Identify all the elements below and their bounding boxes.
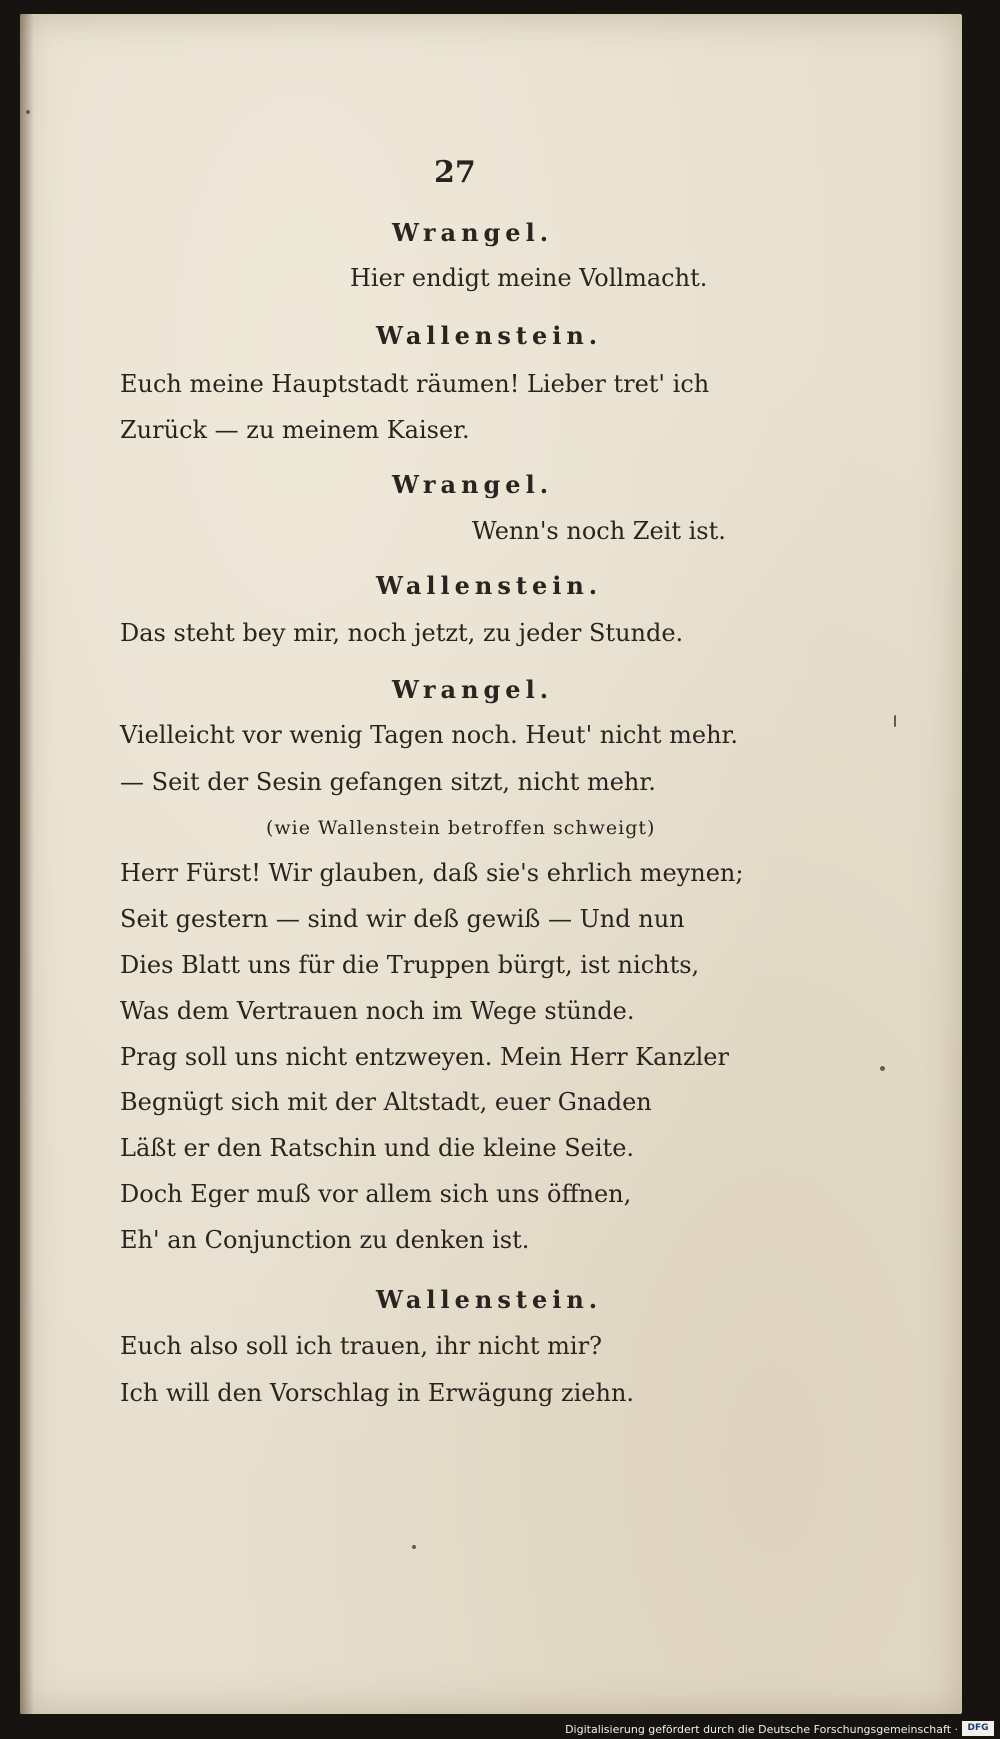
verse-line: Euch also soll ich trauen, ihr nicht mir? <box>120 1332 602 1360</box>
page-number: 27 <box>434 155 476 190</box>
verse-line: Ich will den Vorschlag in Erwägung ziehn. <box>120 1379 635 1407</box>
verse-line: Was dem Vertrauen noch im Wege stünde. <box>120 997 635 1025</box>
verse-line: Herr Fürst! Wir glauben, daß sie's ehrlich meynen; <box>120 859 744 887</box>
verse-line: Wenn's noch Zeit ist. <box>472 517 726 545</box>
footer-bar <box>0 1717 1000 1739</box>
verse-line: Prag soll uns nicht entzweyen. Mein Herr Kanzler <box>120 1043 729 1071</box>
speaker-wrangel: Wrangel. <box>392 675 554 704</box>
dfg-logo: DFG <box>962 1721 994 1736</box>
verse-line: Seit gestern — sind wir deß gewiß — Und nun <box>120 905 685 933</box>
speaker-wallenstein: Wallenstein. <box>376 321 603 350</box>
speaker-wrangel: Wrangel. <box>392 470 554 499</box>
verse-line: Euch meine Hauptstadt räumen! Lieber tret' ich <box>120 370 710 398</box>
speaker-wallenstein: Wallenstein. <box>376 571 603 600</box>
verse-line: Zurück — zu meinem Kaiser. <box>120 416 470 444</box>
verse-line: Begnügt sich mit der Altstadt, euer Gnaden <box>120 1088 652 1116</box>
speaker-wallenstein: Wallenstein. <box>376 1285 603 1314</box>
verse-line: — Seit der Sesin gefangen sitzt, nicht mehr. <box>120 768 656 796</box>
verse-line: Doch Eger muß vor allem sich uns öffnen, <box>120 1180 632 1208</box>
digitization-credit: Digitalisierung gefördert durch die Deutsche Forschungsgemeinschaft · <box>565 1723 958 1736</box>
verse-line: Das steht bey mir, noch jetzt, zu jeder Stunde. <box>120 619 684 647</box>
verse-line: Hier endigt meine Vollmacht. <box>350 264 708 292</box>
stage-direction: (wie Wallenstein betroffen schweigt) <box>266 817 656 839</box>
speaker-wrangel: Wrangel. <box>392 218 554 247</box>
verse-line: Vielleicht vor wenig Tagen noch. Heut' nicht mehr. <box>120 721 738 749</box>
verse-line: Dies Blatt uns für die Truppen bürgt, ist nichts, <box>120 951 700 979</box>
verse-line: Läßt er den Ratschin und die kleine Seite. <box>120 1134 635 1162</box>
verse-line: Eh' an Conjunction zu denken ist. <box>120 1226 530 1254</box>
